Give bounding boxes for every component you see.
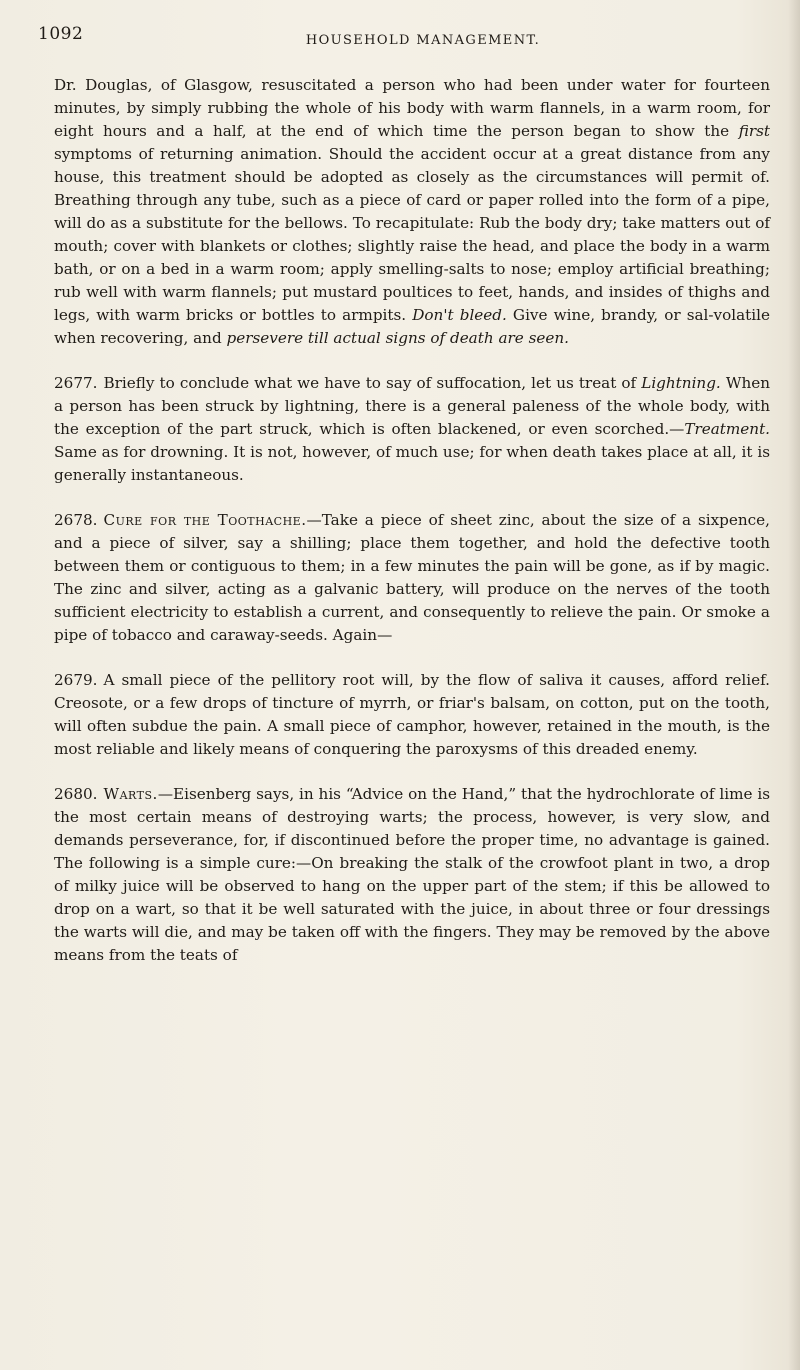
emphasis-text: persevere till actual signs of death are seen. <box>226 329 569 347</box>
paragraph-text: —Take a piece of sheet zinc, about the size of a sixpence, and a piece of silver, say a shilling; place them together, and hold the defective tooth between them or contiguous to them; in a few minutes the pain will be gone, as if by magic. The zinc and silver, acting as a galvanic battery, will produce on the nerves of the tooth sufficient electricity to establish a current, and consequently to relieve the pain. Or smoke a pipe of tobacco and caraway-seeds. Again— <box>54 511 770 644</box>
page-number: 1092 <box>38 24 84 44</box>
paragraph-text: A small piece of the pellitory root will, by the flow of saliva it causes, afford relief. Creosote, or a few drops of tincture of myrrh, or friar's balsam, on cotton, put on the tooth, will often subdue the pain. A small piece of camphor, however, retained in the mouth, is the most reliable and likely means of conquering the paroxysms of this dreaded enemy. <box>54 671 770 758</box>
paragraph-heading: Warts. <box>103 785 158 803</box>
page-body <box>54 74 770 967</box>
page-edge-shadow <box>788 0 800 1370</box>
page-header <box>38 24 768 54</box>
paragraph-text: Dr. Douglas, of Glasgow, resuscitated a person who had been under water for fourteen minutes, by simply rubbing the whole of his body with warm flannels, in a warm room, for eight hours and a half, at the end of which time the person began to show the <box>54 76 770 140</box>
paragraph-heading: Cure for the Toothache. <box>103 511 307 529</box>
emphasis-text: first <box>738 122 770 140</box>
paragraph-2680-warts <box>54 783 770 967</box>
paragraph-2679-pellitory <box>54 669 770 761</box>
paragraph-number: 2679. <box>54 671 98 689</box>
emphasis-text: Treatment. <box>684 420 770 438</box>
paragraph-2677-lightning <box>54 372 770 487</box>
paragraph-text: Give wine, brandy, or sal-volatile when recovering, and <box>54 306 770 347</box>
paragraph-text: symptoms of returning animation. Should the accident occur at a great distance from any house, this treatment should be adopted as closely as the circumstances will permit of. Breathing through any tube, such as a piece of card or paper rolled into the form of a pipe, will do as a substitute for the bellows. To recapitulate: Rub the body dry; take matters out of mouth; cover with blankets or clothes; slightly raise the head, and place the body in a warm bath, or on a bed in a warm room; apply smelling-salts to nose; employ artificial breathing; rub well with warm flannels; put mustard poultices to feet, hands, and insides of thighs and legs, with warm bricks or bottles to armpits. <box>54 145 770 324</box>
paragraph-number: 2677. <box>54 374 98 392</box>
paragraph-2678-toothache <box>54 509 770 647</box>
paragraph-number: 2680. <box>54 785 98 803</box>
paragraph-drowning-treatment <box>54 74 770 350</box>
paragraph-text: Briefly to conclude what we have to say of suffocation, let us treat of <box>103 374 642 392</box>
emphasis-text: Don't bleed. <box>412 306 507 324</box>
paragraph-text: Same as for drowning. It is not, however, of much use; for when death takes place at all, it is generally instantaneous. <box>54 443 770 484</box>
emphasis-text: Lightning. <box>641 374 721 392</box>
paragraph-text: —Eisenberg says, in his “Advice on the Hand,” that the hydrochlorate of lime is the most certain means of destroying warts; the process, however, is very slow, and demands perseverance, for, if discontinued before the proper time, no advantage is gained. The following is a simple cure:—On breaking the stalk of the crowfoot plant in two, a drop of milky juice will be observed to hang on the upper part of the stem; if this be allowed to drop on a wart, so that it be well saturated with the juice, in about three or four dressings the warts will die, and may be taken off with the fingers. They may be removed by the above means from the teats of <box>54 785 770 964</box>
paragraph-text: When a person has been struck by lightning, there is a general paleness of the whole body, with the exception of the part struck, which is often blackened, or even scorched.— <box>54 374 770 438</box>
running-title: HOUSEHOLD MANAGEMENT. <box>305 33 541 48</box>
paragraph-number: 2678. <box>54 511 98 529</box>
